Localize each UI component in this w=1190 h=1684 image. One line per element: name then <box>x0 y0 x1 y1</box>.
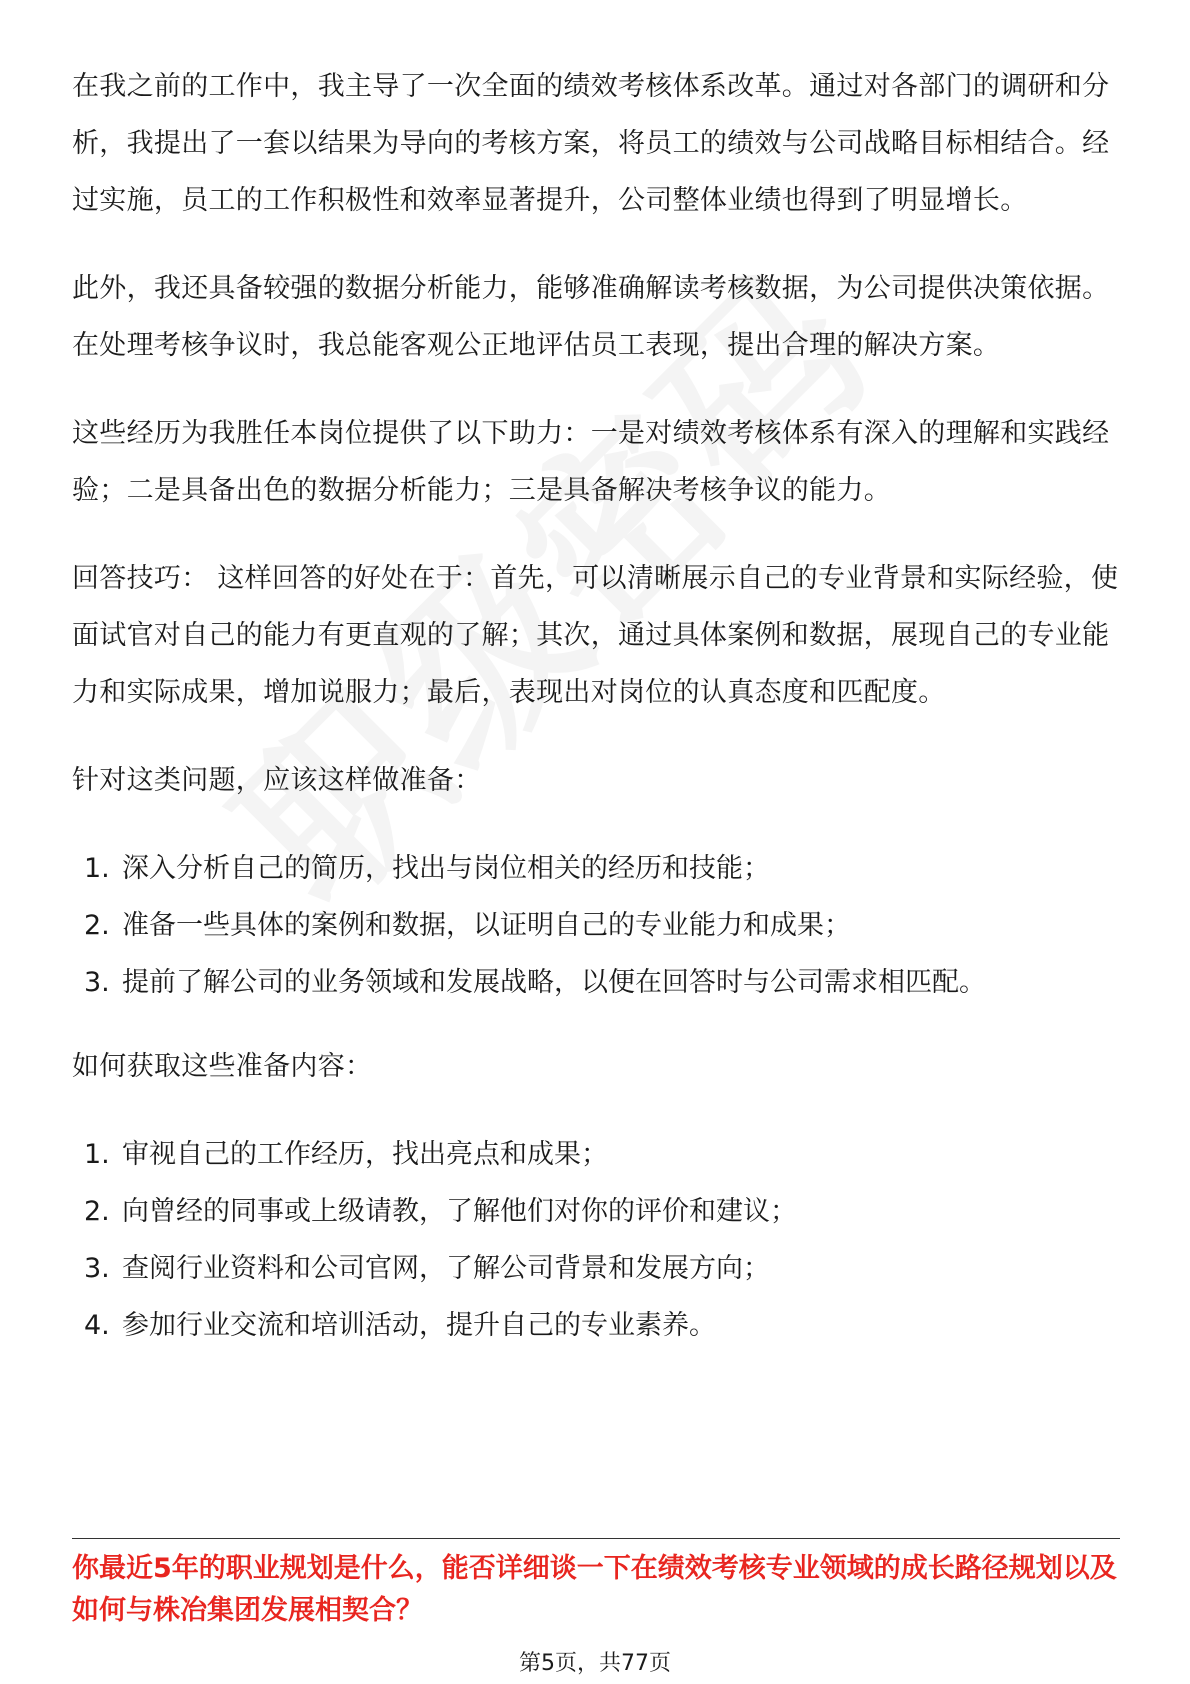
list-item-text: 参加行业交流和培训活动，提升自己的专业素养。 <box>122 1310 716 1341</box>
list-item-text: 准备一些具体的案例和数据，以证明自己的专业能力和成果； <box>122 910 851 941</box>
list-number: 1. <box>84 1139 110 1170</box>
prep-list <box>72 840 1120 1011</box>
list-number: 2. <box>84 1196 110 1227</box>
list-item-text: 提前了解公司的业务领域和发展战略，以便在回答时与公司需求相匹配。 <box>122 967 986 998</box>
list-item <box>72 1183 1120 1240</box>
list-item <box>72 1240 1120 1297</box>
list-item-text: 查阅行业资料和公司官网，了解公司背景和发展方向； <box>122 1253 770 1284</box>
list-item-text: 审视自己的工作经历，找出亮点和成果； <box>122 1139 608 1170</box>
list-item <box>72 1297 1120 1354</box>
paragraph-answer-tips: 回答技巧： 这样回答的好处在于：首先，可以清晰展示自己的专业背景和实际经验，使面试官对自己的能力有更直观的了解；其次，通过具体案例和数据，展现自己的专业能力和实际成果，增加说服力；最后，表现出对岗位的认真态度和匹配度。 <box>72 563 1119 708</box>
paragraph-data-analysis: 此外，我还具备较强的数据分析能力，能够准确解读考核数据，为公司提供决策依据。在处理考核争议时，我总能客观公正地评估员工表现，提出合理的解决方案。 <box>72 273 1110 361</box>
prep-heading: 针对这类问题，应该这样做准备： <box>72 765 482 796</box>
list-number: 4. <box>84 1310 110 1341</box>
obtain-list <box>72 1126 1120 1354</box>
list-item-text: 向曾经的同事或上级请教，了解他们对你的评价和建议； <box>122 1196 797 1227</box>
page-footer: 第5页，共77页 <box>519 1651 671 1676</box>
paragraph-benefits: 这些经历为我胜任本岗位提供了以下助力：一是对绩效考核体系有深入的理解和实践经验；二是具备出色的数据分析能力；三是具备解决考核争议的能力。 <box>72 418 1110 506</box>
list-number: 3. <box>84 967 110 998</box>
next-question: 你最近5年的职业规划是什么，能否详细谈一下在绩效考核专业领域的成长路径规划以及如何与株冶集团发展相契合？ <box>72 1553 1117 1626</box>
list-number: 2. <box>84 910 110 941</box>
main-content <box>72 58 1120 1381</box>
list-item <box>72 954 1120 1011</box>
list-item <box>72 897 1120 954</box>
list-number: 1. <box>84 853 110 884</box>
list-item <box>72 1126 1120 1183</box>
obtain-heading: 如何获取这些准备内容： <box>72 1051 373 1082</box>
list-number: 3. <box>84 1253 110 1284</box>
paragraph-experience: 在我之前的工作中，我主导了一次全面的绩效考核体系改革。通过对各部门的调研和分析，我提出了一套以结果为导向的考核方案，将员工的绩效与公司战略目标相结合。经过实施，员工的工作积极性和效率显著提升，公司整体业绩也得到了明显增长。 <box>72 71 1110 216</box>
list-item <box>72 840 1120 897</box>
section-divider <box>72 1538 1120 1539</box>
list-item-text: 深入分析自己的简历，找出与岗位相关的经历和技能； <box>122 853 770 884</box>
